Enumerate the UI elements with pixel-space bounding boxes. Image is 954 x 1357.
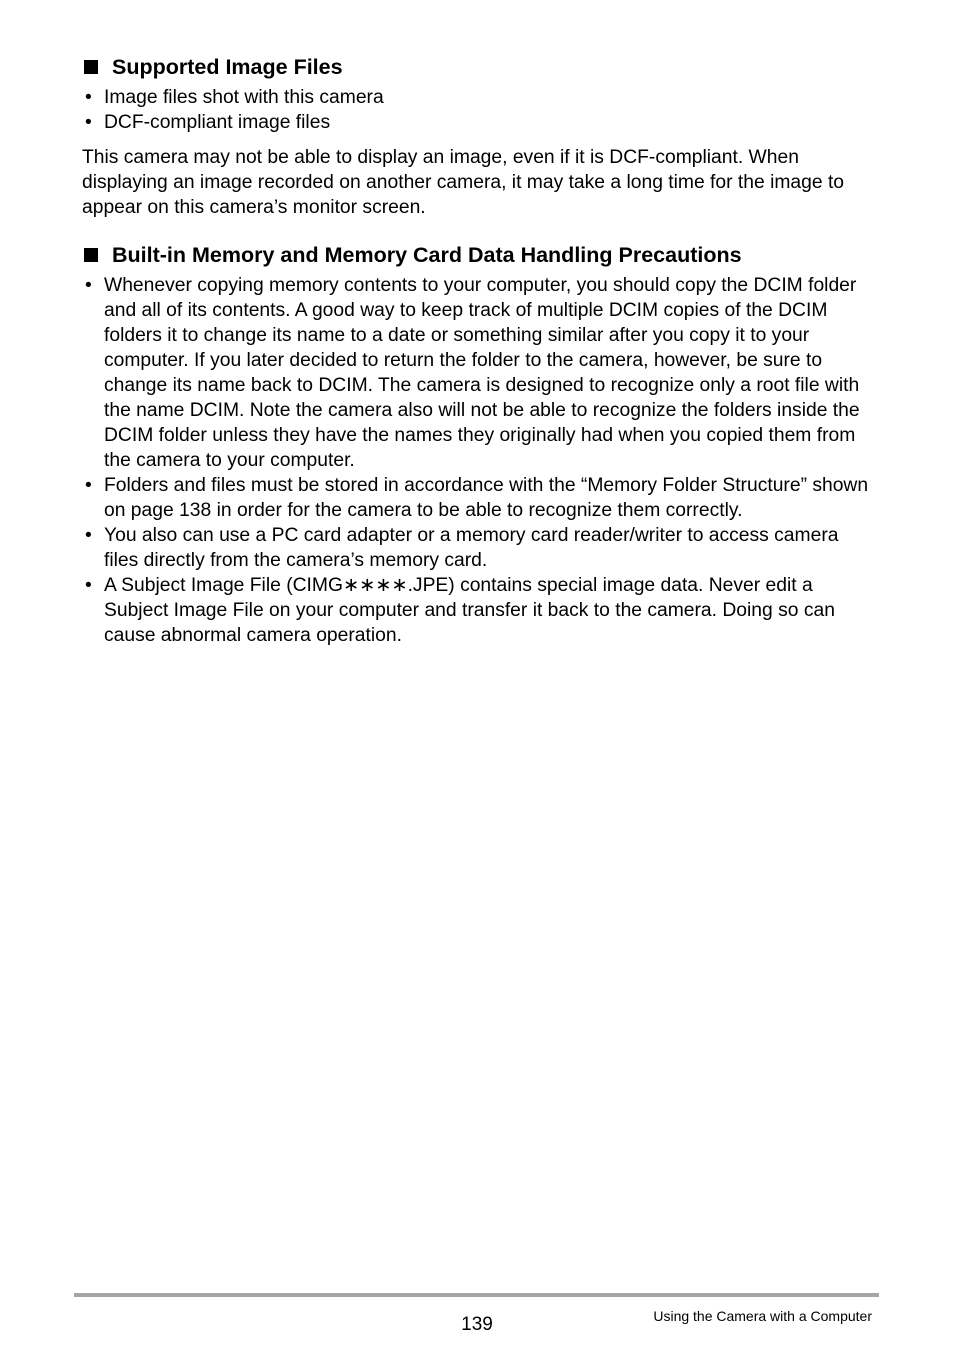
page-number: 139 <box>461 1314 493 1335</box>
list-item <box>84 523 874 573</box>
precautions-list <box>84 273 874 648</box>
bullet-icon: • <box>85 112 92 133</box>
list-item-text: You also can use a PC card adapter or a memory card reader/writer to access camera files directly from the camera’s memory card. <box>104 525 839 571</box>
list-item <box>84 473 874 523</box>
supported-files-list <box>84 85 874 135</box>
list-item-text: DCF-compliant image files <box>104 112 331 133</box>
list-item-text: A Subject Image File (CIMG∗∗∗∗.JPE) contains special image data. Never edit a Subject Image File on your computer and transfer it back to the camera. Doing so can cause abnormal camera operation. <box>104 575 835 646</box>
list-item-text: Image files shot with this camera <box>104 87 384 108</box>
bullet-icon: • <box>85 275 92 296</box>
list-item <box>84 573 874 648</box>
list-item-text: Whenever copying memory contents to your computer, you should copy the DCIM folder and all of its contents. A good way to keep track of multiple DCIM copies of the DCIM folders it to change its name to a date or something similar after you copy it to your computer. If you later decided to return the folder to the camera, however, be sure to change its name back to DCIM. The camera is designed to recognize only a root file with the name DCIM. Note the camera also will not be able to recognize the folders inside the DCIM folder unless they have the names they originally had when you copied them from the camera to your computer. <box>104 275 860 471</box>
footer-divider <box>74 1293 879 1297</box>
section-heading-text: Supported Image Files <box>112 55 343 79</box>
list-item <box>84 85 874 110</box>
bullet-icon: • <box>85 525 92 546</box>
black-square-icon <box>84 248 98 262</box>
list-item <box>84 110 874 135</box>
bullet-icon: • <box>85 87 92 108</box>
list-item-text: Folders and files must be stored in accordance with the “Memory Folder Structure” shown on page 138 in order for the camera to be able to recognize them correctly. <box>104 475 869 521</box>
dcf-note-paragraph: This camera may not be able to display an image, even if it is DCF-compliant. When displaying an image recorded on another camera, it may take a long time for the image to appear on this camera’s monitor screen. <box>82 147 845 218</box>
section-heading-data-handling-precautions <box>84 242 742 268</box>
footer-section-label: Using the Camera with a Computer <box>653 1308 872 1324</box>
section-heading-text: Built-in Memory and Memory Card Data Handling Precautions <box>112 243 742 267</box>
bullet-icon: • <box>85 575 92 596</box>
list-item <box>84 273 874 473</box>
section-heading-supported-image-files <box>84 54 343 80</box>
black-square-icon <box>84 60 98 74</box>
bullet-icon: • <box>85 475 92 496</box>
